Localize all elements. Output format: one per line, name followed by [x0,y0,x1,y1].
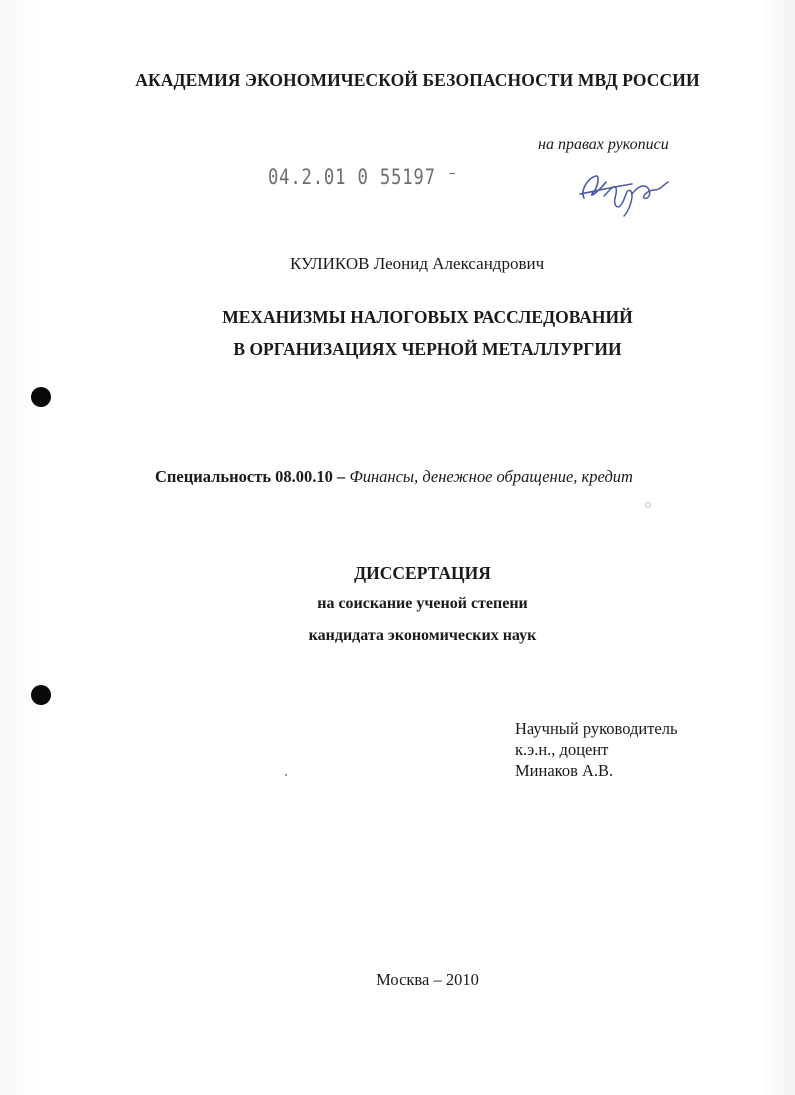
specialty-line [155,467,633,487]
punch-hole [31,387,51,407]
scan-speck [285,774,287,776]
handwritten-signature [570,160,680,220]
supervisor-role: Научный руководитель [515,719,678,738]
supervisor-rank: к.э.н., доцент [515,740,609,759]
scan-speck [645,502,651,508]
manuscript-note: на правах рукописи [538,136,669,153]
dissertation-title-line-1: МЕХАНИЗМЫ НАЛОГОВЫХ РАССЛЕДОВАНИЙ [222,307,633,327]
work-type: ДИССЕРТАЦИЯ [354,563,491,583]
institution-header: АКАДЕМИЯ ЭКОНОМИЧЕСКОЙ БЕЗОПАСНОСТИ МВД РОССИИ [135,70,700,90]
author-name: КУЛИКОВ Леонид Александрович [290,254,545,273]
specialty-name: Финансы, денежное обращение, кредит [349,467,633,486]
degree-line-1: на соискание ученой степени [317,595,528,612]
dissertation-title-line-2: В ОРГАНИЗАЦИЯХ ЧЕРНОЙ МЕТАЛЛУРГИИ [233,339,622,359]
city-and-year: Москва – 2010 [376,970,479,989]
catalog-number-stamp: 04.2.01 0 55197 ⁻ [268,165,459,189]
supervisor-name: Минаков А.В. [515,761,614,780]
degree-line-2: кандидата экономических наук [308,627,537,644]
punch-hole [31,685,51,705]
specialty-label: Специальность 08.00.10 – [155,467,346,486]
